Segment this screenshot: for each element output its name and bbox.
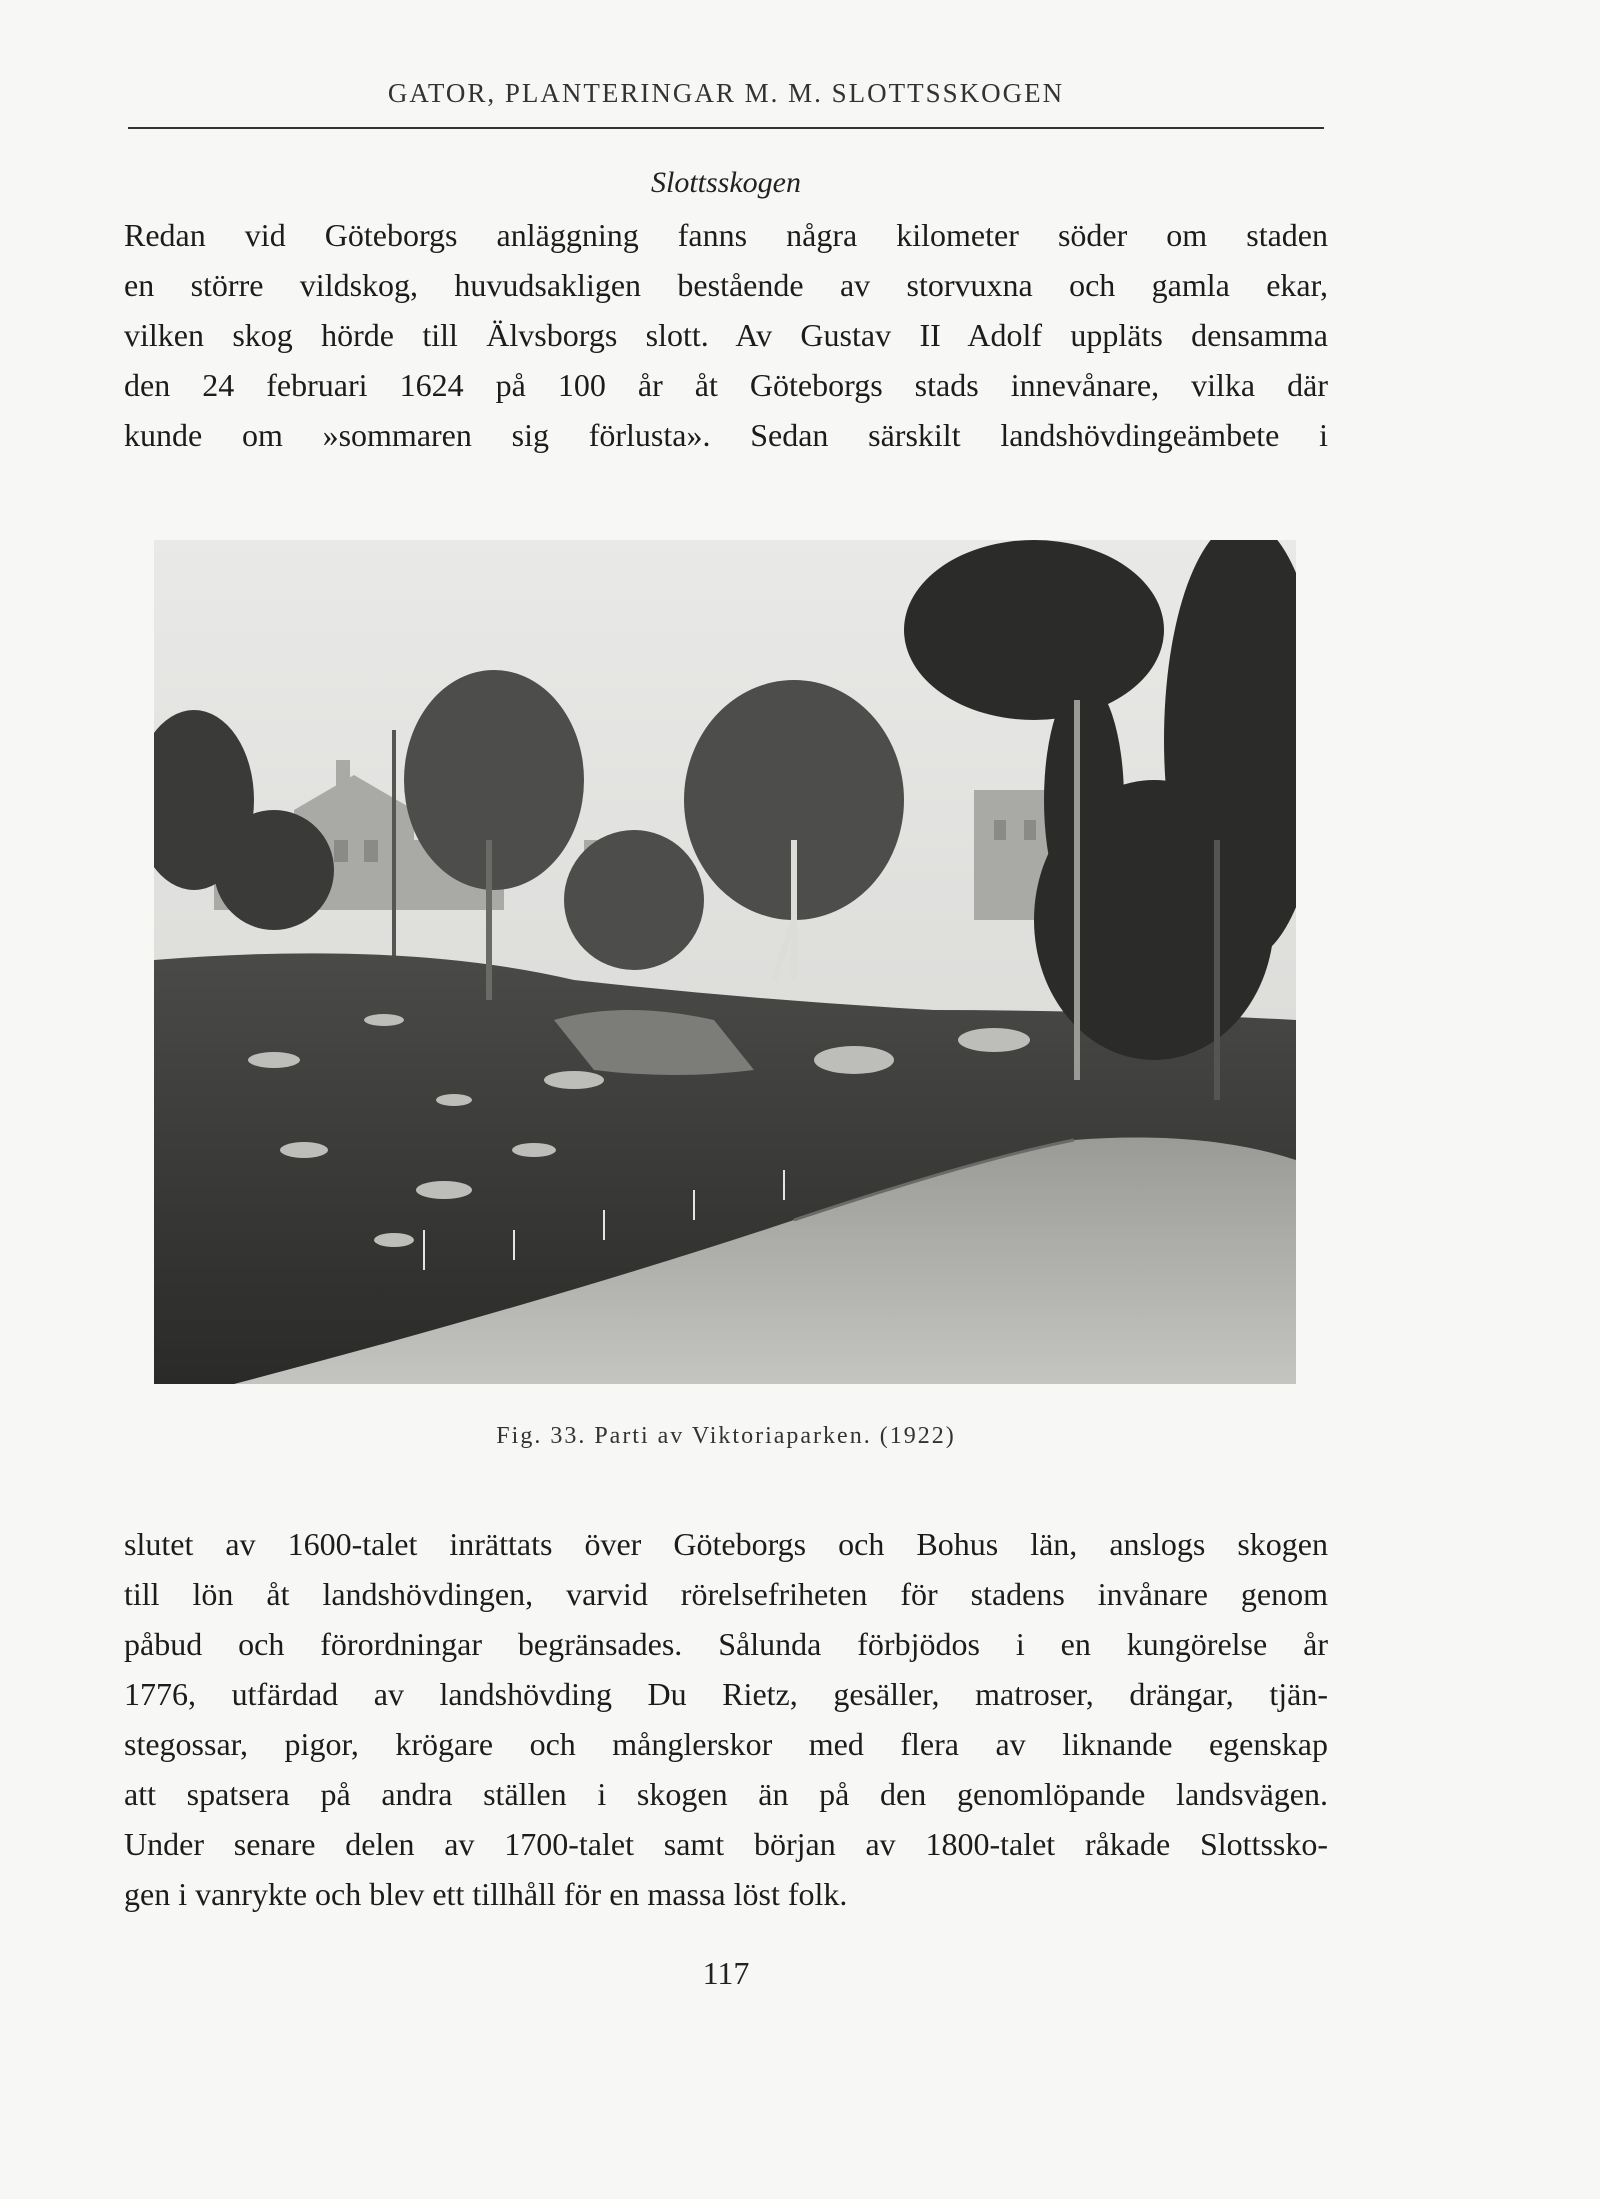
figure-caption: Fig. 33. Parti av Viktoriaparken. (1922) <box>496 1423 956 1449</box>
paragraph-2-line: gen i vanrykte och blev ett tillhåll för en massa löst folk. <box>124 1876 848 1912</box>
paragraph-2-line: stegossar, pigor, krögare och månglerskor med flera av liknande egenskap <box>124 1726 1328 1762</box>
page-number: 117 <box>702 1955 750 1991</box>
paragraph-1-line: kunde om »sommaren sig förlusta». Sedan särskilt landshövdingeämbete i <box>124 417 1328 453</box>
header-rule <box>128 127 1324 129</box>
paragraph-1-line: den 24 februari 1624 på 100 år åt Göteborgs stads innevånare, vilka där <box>124 367 1328 403</box>
paragraph-2-line: påbud och förordningar begränsades. Sålunda förbjödos i en kungörelse år <box>124 1626 1328 1662</box>
paragraph-1-line: vilken skog hörde till Älvsborgs slott. Av Gustav II Adolf uppläts densamma <box>124 317 1328 353</box>
section-title: Slottsskogen <box>651 166 801 199</box>
paragraph-2-line: att spatsera på andra ställen i skogen än på den genomlöpande landsvägen. <box>124 1776 1328 1812</box>
paragraph-2-line: till lön åt landshövdingen, varvid rörelsefriheten för stadens invånare genom <box>124 1576 1328 1612</box>
paragraph-1-line: en större vildskog, huvudsakligen bestående av storvuxna och gamla ekar, <box>124 267 1328 303</box>
paragraph-2-line: 1776, utfärdad av landshövding Du Rietz, gesäller, matroser, drängar, tjän- <box>124 1676 1328 1712</box>
paragraph-1-line: Redan vid Göteborgs anläggning fanns några kilometer söder om staden <box>124 217 1328 253</box>
running-head: GATOR, PLANTERINGAR M. M. SLOTTSSKOGEN <box>387 78 1065 108</box>
paragraph-2-line: Under senare delen av 1700-talet samt början av 1800-talet råkade Slottssko- <box>124 1826 1328 1862</box>
paragraph-2-line: slutet av 1600-talet inrättats över Göteborgs och Bohus län, anslogs skogen <box>124 1526 1328 1562</box>
park-photograph <box>154 540 1296 1384</box>
paragraph-2 <box>124 1519 1328 1919</box>
paragraph-1 <box>124 210 1328 460</box>
